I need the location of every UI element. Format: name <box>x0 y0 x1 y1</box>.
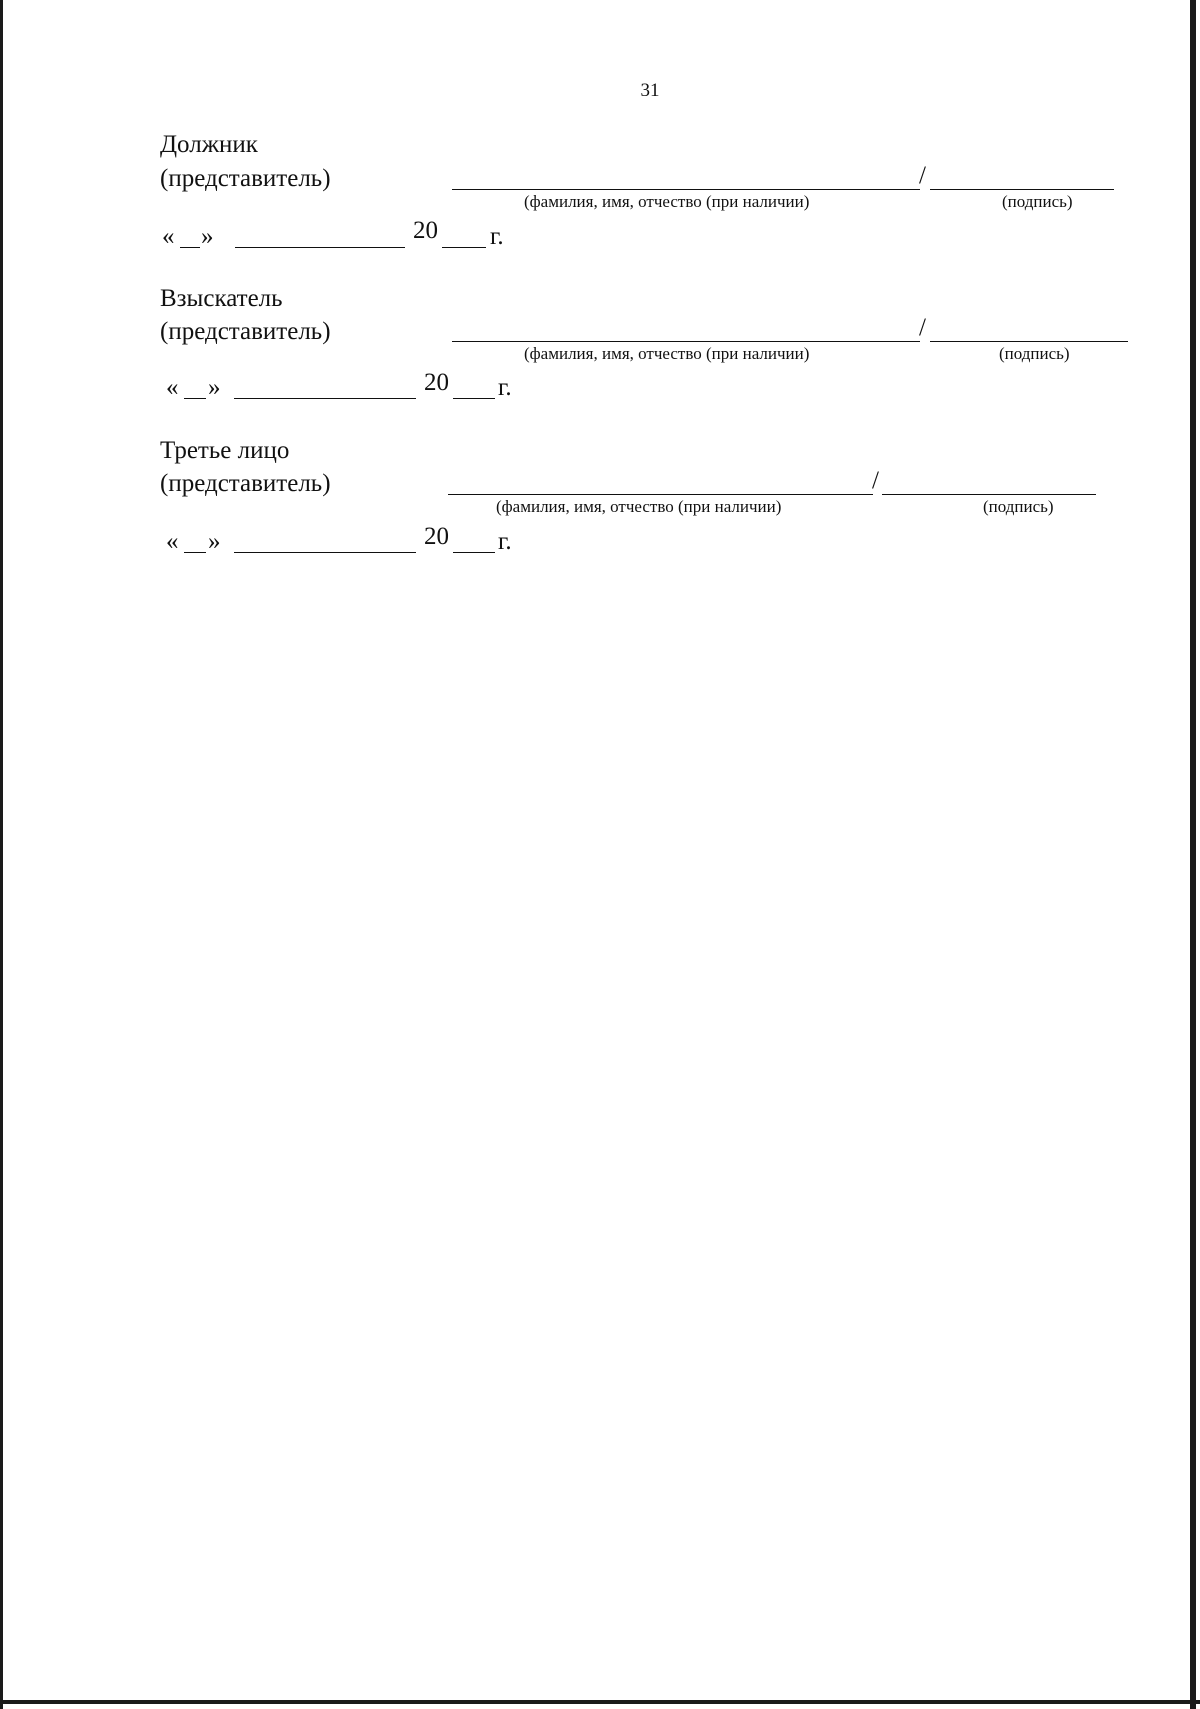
fio-line[interactable] <box>448 494 873 495</box>
date-quote-close: » <box>208 528 221 555</box>
signature-caption: (подпись) <box>983 497 1054 516</box>
date-month-line[interactable] <box>235 247 405 248</box>
role-title: Должник <box>160 131 258 158</box>
fio-line[interactable] <box>452 189 920 190</box>
date-quote-close: » <box>208 374 221 401</box>
signature-line[interactable] <box>930 189 1114 190</box>
date-day-line[interactable] <box>180 247 200 248</box>
date-year-line[interactable] <box>453 398 495 399</box>
date-quote-close: » <box>201 223 214 250</box>
date-year-prefix: 20 <box>413 217 438 244</box>
date-year-suffix: г. <box>498 374 512 401</box>
date-year-line[interactable] <box>442 247 486 248</box>
date-day-line[interactable] <box>184 398 206 399</box>
slash-separator: / <box>919 162 926 189</box>
role-note: (представитель) <box>160 318 331 345</box>
fio-caption: (фамилия, имя, отчество (при наличии) <box>496 497 782 516</box>
role-title: Третье лицо <box>160 437 290 464</box>
date-year-line[interactable] <box>453 552 495 553</box>
signature-line[interactable] <box>882 494 1096 495</box>
date-month-line[interactable] <box>234 398 416 399</box>
signature-line[interactable] <box>930 341 1128 342</box>
slash-separator: / <box>919 314 926 341</box>
scan-left-edge <box>0 0 3 1709</box>
date-day-line[interactable] <box>184 552 206 553</box>
page-number: 31 <box>640 80 660 101</box>
role-note: (представитель) <box>160 470 331 497</box>
date-year-prefix: 20 <box>424 523 449 550</box>
fio-caption: (фамилия, имя, отчество (при наличии) <box>524 344 810 363</box>
date-month-line[interactable] <box>234 552 416 553</box>
fio-line[interactable] <box>452 341 920 342</box>
fio-caption: (фамилия, имя, отчество (при наличии) <box>524 192 810 211</box>
role-note: (представитель) <box>160 165 331 192</box>
signature-caption: (подпись) <box>1002 192 1073 211</box>
signature-caption: (подпись) <box>999 344 1070 363</box>
date-year-suffix: г. <box>498 528 512 555</box>
role-title: Взыскатель <box>160 285 283 312</box>
scan-right-edge <box>1190 0 1196 1709</box>
date-quote-open: « <box>166 374 179 401</box>
date-year-suffix: г. <box>490 223 504 250</box>
date-quote-open: « <box>162 223 175 250</box>
date-year-prefix: 20 <box>424 369 449 396</box>
date-quote-open: « <box>166 528 179 555</box>
scan-bottom-edge <box>0 1700 1200 1704</box>
slash-separator: / <box>872 467 879 494</box>
